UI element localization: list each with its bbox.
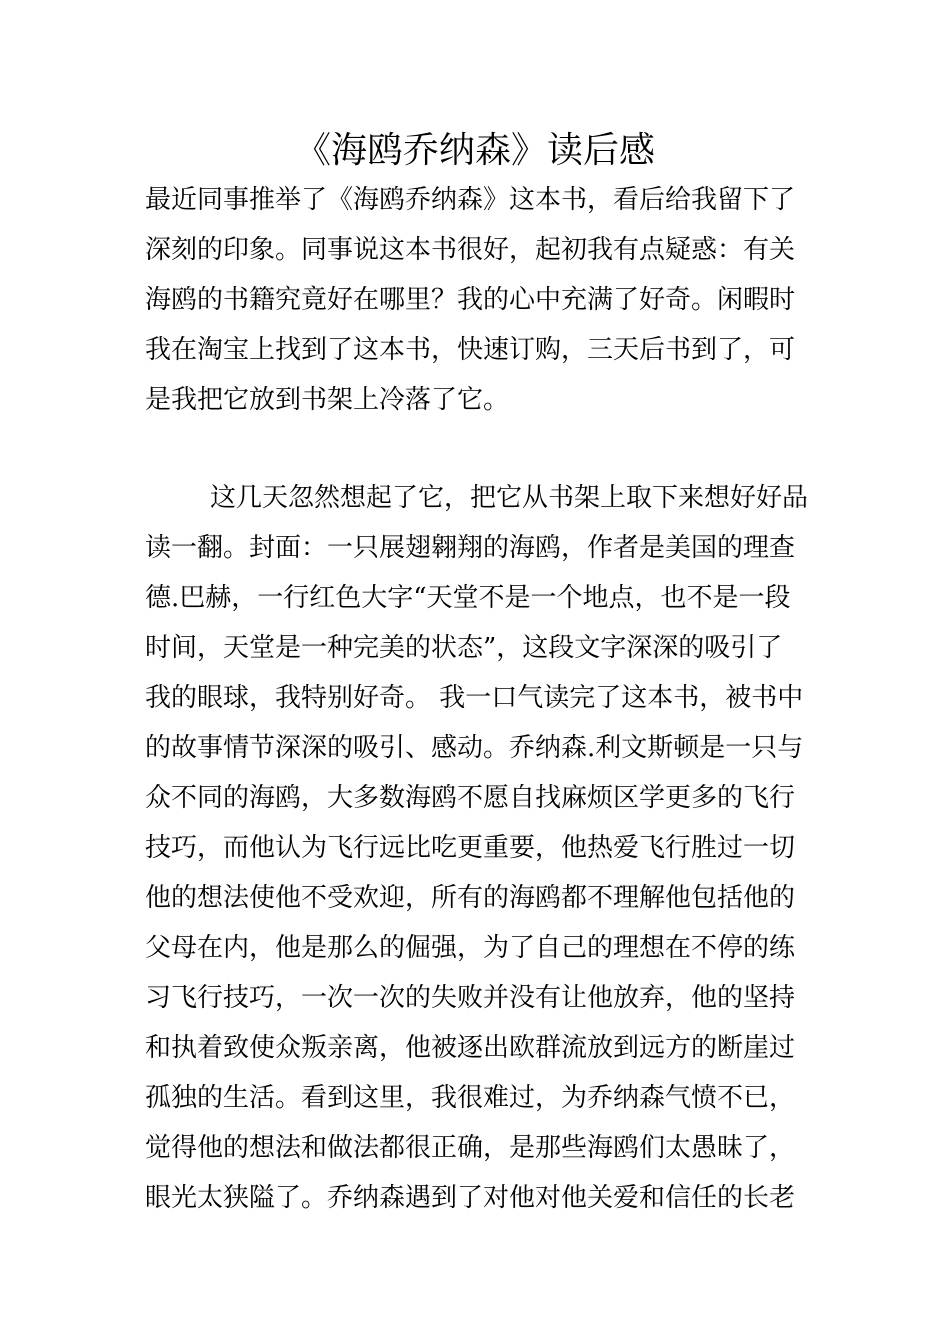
paragraph-1-line: 我在淘宝上找到了这本书，快速订购，三天后书到了，可 bbox=[145, 335, 796, 365]
paragraph-2-line: 父母在内，他是那么的倔强，为了自己的理想在不停的练 bbox=[145, 933, 796, 963]
paragraph-2-line: 习飞行技巧，一次一次的失败并没有让他放弃，他的坚持 bbox=[145, 983, 796, 1013]
paragraph-2-line: 和执着致使众叛亲离，他被逐出欧群流放到远方的断崖过 bbox=[145, 1033, 796, 1063]
paragraph-1-line: 深刻的印象。同事说这本书很好，起初我有点疑惑：有关 bbox=[145, 235, 796, 265]
paragraph-2-line: 他的想法使他不受欢迎，所有的海鸥都不理解他包括他的 bbox=[145, 883, 796, 913]
paragraph-2-line: 读一翻。封面：一只展翅翱翔的海鸥，作者是美国的理查 bbox=[145, 533, 796, 563]
paragraph-2-line: 技巧，而他认为飞行远比吃更重要，他热爱飞行胜过一切 bbox=[145, 833, 796, 863]
page-title: 《海鸥乔纳森》读后感 bbox=[294, 130, 655, 171]
paragraph-2-line: 德.巴赫，一行红色大字“天堂不是一个地点，也不是一段 bbox=[145, 583, 791, 613]
paragraph-1-line: 是我把它放到书架上冷落了它。 bbox=[145, 385, 510, 415]
paragraph-2-line: 的故事情节深深的吸引、感动。乔纳森.利文斯顿是一只与 bbox=[145, 733, 804, 763]
paragraph-2-line: 我的眼球，我特别好奇。 我一口气读完了这本书，被书中 bbox=[145, 683, 804, 713]
paragraph-2-line: 时间，天堂是一种完美的状态”，这段文字深深的吸引了 bbox=[145, 633, 783, 663]
paragraph-2-line: 孤独的生活。看到这里，我很难过，为乔纳森气愤不已， bbox=[145, 1083, 796, 1113]
paragraph-1-line: 海鸥的书籍究竟好在哪里？我的心中充满了好奇。闲暇时 bbox=[145, 285, 796, 315]
paragraph-2-line: 眼光太狭隘了。乔纳森遇到了对他对他关爱和信任的长老 bbox=[145, 1183, 796, 1213]
paragraph-2-line: 众不同的海鸥，大多数海鸥不愿自找麻烦区学更多的飞行 bbox=[145, 783, 796, 813]
paragraph-2-line: 这几天忽然想起了它，把它从书架上取下来想好好品 bbox=[210, 483, 809, 513]
paragraph-1-line: 最近同事推举了《海鸥乔纳森》这本书，看后给我留下了 bbox=[145, 185, 796, 215]
paragraph-2-line: 觉得他的想法和做法都很正确，是那些海鸥们太愚昧了， bbox=[145, 1133, 796, 1163]
